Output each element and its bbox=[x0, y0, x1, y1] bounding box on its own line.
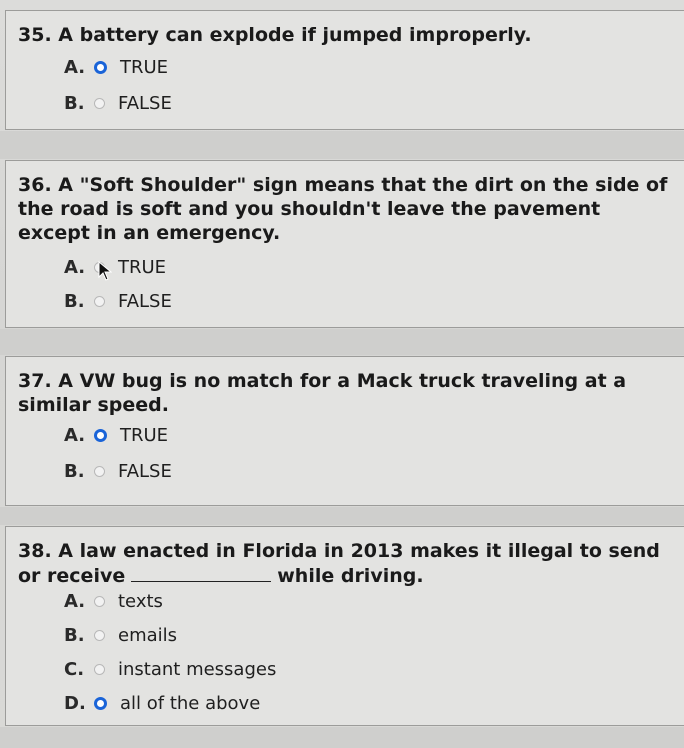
choice-label: emails bbox=[118, 624, 178, 646]
radio-button-selected[interactable] bbox=[94, 429, 107, 442]
question-38-choice-d[interactable] bbox=[64, 689, 260, 717]
radio-button[interactable] bbox=[94, 664, 105, 675]
choice-label: texts bbox=[118, 590, 163, 612]
question-36-choice-a[interactable] bbox=[64, 253, 166, 281]
divider bbox=[0, 329, 684, 355]
question-37-choice-a[interactable] bbox=[64, 421, 168, 449]
choice-letter: B. bbox=[64, 460, 85, 482]
radio-button[interactable] bbox=[94, 630, 105, 641]
choice-letter: A. bbox=[64, 56, 86, 78]
question-35-choice-b[interactable] bbox=[64, 89, 172, 117]
choice-letter: B. bbox=[64, 92, 85, 114]
choice-letter: B. bbox=[64, 624, 85, 646]
choice-label: TRUE bbox=[120, 56, 169, 78]
divider bbox=[0, 131, 684, 159]
question-35-choice-a[interactable] bbox=[64, 53, 168, 81]
choice-letter: A. bbox=[64, 590, 86, 612]
radio-button[interactable] bbox=[94, 596, 105, 607]
choice-letter: A. bbox=[64, 424, 86, 446]
divider bbox=[0, 727, 684, 748]
fill-in-blank bbox=[131, 563, 271, 582]
radio-button[interactable] bbox=[94, 296, 105, 307]
question-37 bbox=[5, 356, 684, 506]
choice-label: FALSE bbox=[118, 92, 172, 114]
choice-letter: D. bbox=[64, 692, 86, 714]
mouse-pointer-icon bbox=[98, 261, 112, 281]
question-35 bbox=[5, 10, 684, 130]
question-36 bbox=[5, 160, 684, 328]
choice-label: TRUE bbox=[120, 424, 169, 446]
question-36-choice-b[interactable] bbox=[64, 287, 172, 315]
question-38-choice-a[interactable] bbox=[64, 587, 163, 615]
choice-letter: A. bbox=[64, 256, 86, 278]
radio-button[interactable] bbox=[94, 98, 105, 109]
radio-button[interactable] bbox=[94, 466, 105, 477]
choice-letter: C. bbox=[64, 658, 85, 680]
choice-label: all of the above bbox=[120, 692, 261, 714]
question-35-text: 35. A battery can explode if jumped improperly. bbox=[18, 24, 532, 46]
radio-button-selected[interactable] bbox=[94, 61, 107, 74]
choice-label: FALSE bbox=[118, 290, 172, 312]
choice-letter: B. bbox=[64, 290, 85, 312]
divider bbox=[0, 507, 684, 525]
radio-button-selected[interactable] bbox=[94, 697, 107, 710]
question-38-choice-c[interactable] bbox=[64, 655, 276, 683]
question-36-text: 36. A "Soft Shoulder" sign means that the dirt on the side of the road is soft and you shouldn't leave the pavement except in an emergency. bbox=[18, 174, 668, 244]
question-38-text: 38. A law enacted in Florida in 2013 makes it illegal to send or receive while driving. bbox=[18, 540, 660, 587]
choice-label: TRUE bbox=[118, 256, 167, 278]
question-37-text: 37. A VW bug is no match for a Mack truck traveling at a similar speed. bbox=[18, 370, 627, 416]
choice-label: FALSE bbox=[118, 460, 172, 482]
question-38 bbox=[5, 526, 684, 726]
question-37-choice-b[interactable] bbox=[64, 457, 172, 485]
question-38-choice-b[interactable] bbox=[64, 621, 177, 649]
choice-label: instant messages bbox=[118, 658, 277, 680]
